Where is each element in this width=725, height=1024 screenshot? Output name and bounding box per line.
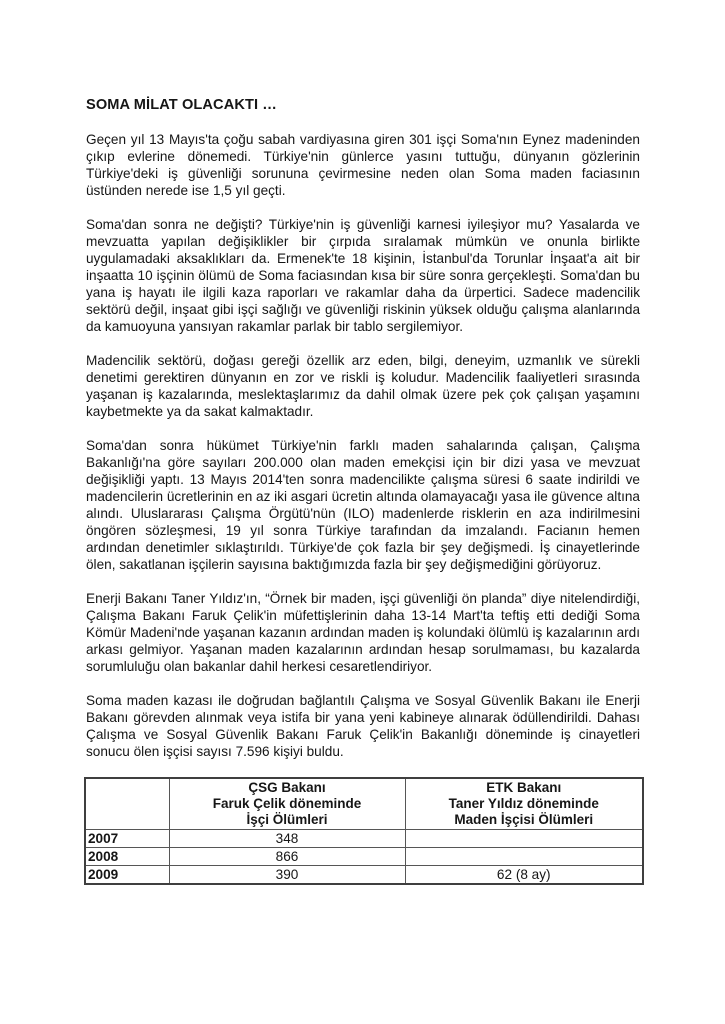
table-corner-cell bbox=[85, 778, 169, 830]
etk-deaths-cell bbox=[405, 848, 643, 866]
csg-header-line-2: Faruk Çelik döneminde bbox=[212, 795, 362, 811]
csg-header-cell bbox=[169, 778, 405, 830]
year-cell: 2008 bbox=[85, 848, 169, 866]
year-cell: 2009 bbox=[85, 866, 169, 885]
document-title: SOMA MİLAT OLACAKTI … bbox=[86, 97, 277, 113]
etk-header-line-3: Maden İşçisi Ölümleri bbox=[454, 811, 594, 827]
etk-header-line-1: ETK Bakanı bbox=[486, 780, 562, 795]
paragraph-6: Soma maden kazası ile doğrudan bağlantılı Çalışma ve Sosyal Güvenlik Bakanı ile Enerji Bakanı görevden alınmak veya istifa bir yana yeni kabineye alınarak ödüllendirildi. Dahası Çalışma ve Sosyal Güvenlik Bakanı Faruk Çelik'in Bakanlığı döneminde iş cinayetleri sonucu ölen işçisi sayısı 7.596 kişiyi buldu. bbox=[86, 693, 640, 759]
deaths-table bbox=[84, 777, 644, 885]
etk-deaths-cell: 62 (8 ay) bbox=[405, 866, 643, 885]
paragraph-1: Geçen yıl 13 Mayıs'ta çoğu sabah vardiyasına giren 301 işçi Soma'nın Eynez madeninden çıkıp evlerine dönemedi. Türkiye'nin günlerce yasını tuttuğu, dünyanın gözlerinin Türkiye'deki iş güvenliği sorununa çevirmesine neden olan Soma maden faciasının üstünden nerede ise 1,5 yıl geçti. bbox=[86, 132, 640, 198]
table-row-2009 bbox=[85, 866, 643, 885]
etk-header-line-2: Taner Yıldız döneminde bbox=[448, 795, 599, 811]
table-header-row bbox=[85, 778, 643, 830]
table-row-2007 bbox=[85, 830, 643, 848]
paragraph-4: Soma'dan sonra hükümet Türkiye'nin farklı maden sahalarında çalışan, Çalışma Bakanlığı'na göre sayıları 200.000 olan maden emekçisi için bir dizi yasa ve mevzuat değişikliği yaptı. 13 Mayıs 2014'ten sonra madencilikte çalışma süresi 6 saate indirildi ve madencilerin ücretlerinin en az iki asgari ücretin altında olamayacağı yasa ile güvence altına alındı. Uluslararası Çalışma Örgütü'nün (ILO) madenlerde risklerin en aza indirilmesini öngören sözleşmesi, 19 yıl sonra Türkiye tarafından da imzalandı. Facianın hemen ardından denetimler sıklaştırıldı. Türkiye'de çok fazla bir şey değişmedi. İş cinayetlerinde ölen, sakatlanan işçilerin sayısına baktığımızda fazla bir şey değişmediğini görüyoruz. bbox=[86, 438, 640, 572]
paragraph-2: Soma'dan sonra ne değişti? Türkiye'nin iş güvenliği karnesi iyileşiyor mu? Yasalarda ve mevzuatta yapılan değişiklikler bir çırpıda sıralamak mümkün ve onunla birlikte uygulamadaki aksaklıkları da. Ermenek'te 18 kişinin, İstanbul'da Torunlar İnşaat'a ait bir inşaatta 10 işçinin ölümü de Soma faciasından kısa bir süre sonra gerçekleşti. Soma'dan bu yana iş hayatı ile ilgili kaza raporları ve rakamlar daha da ürpertici. Sadece madencilik sektörü değil, inşaat gibi işçi sağlığı ve güvenliği riskinin yüksek olduğu çalışma alanlarında da kamuoyuna yansıyan rakamlar parlak bir tablo sergilemiyor. bbox=[86, 217, 640, 334]
csg-deaths-cell: 390 bbox=[169, 866, 405, 885]
table-row-2008 bbox=[85, 848, 643, 866]
paragraph-5: Enerji Bakanı Taner Yıldız'ın, “Örnek bir maden, işçi güvenliği ön planda” diye nitelendirdiği, Çalışma Bakanı Faruk Çelik'in müfettişlerinin daha 13-14 Mart'ta teftiş etti dediği Soma Kömür Madeni'nde yaşanan kazanın ardından maden iş kolundaki ölümlü iş kazalarının ardı arkası gelmiyor. Yaşanan maden kazalarının ardından hesap sorulmaması, bu kazalarda sorumluluğu olan bakanlar dahil herkesi cesaretlendiriyor. bbox=[86, 591, 640, 674]
etk-header-cell bbox=[405, 778, 643, 830]
csg-header-line-1: ÇSG Bakanı bbox=[248, 780, 326, 795]
csg-deaths-cell: 866 bbox=[169, 848, 405, 866]
csg-deaths-cell: 348 bbox=[169, 830, 405, 848]
paragraph-3: Madencilik sektörü, doğası gereği özellik arz eden, bilgi, deneyim, uzmanlık ve sürekli denetimi gerektiren dünyanın en zor ve riskli iş koludur. Madencilik faaliyetleri sırasında yaşanan iş kazalarında, meslektaşlarımız da dahil olmak üzere pek çok çalışan yaşamını kaybetmekte ya da sakat kalmaktadır. bbox=[86, 353, 640, 419]
year-cell: 2007 bbox=[85, 830, 169, 848]
etk-deaths-cell bbox=[405, 830, 643, 848]
csg-header-line-3: İşçi Ölümleri bbox=[246, 811, 328, 827]
